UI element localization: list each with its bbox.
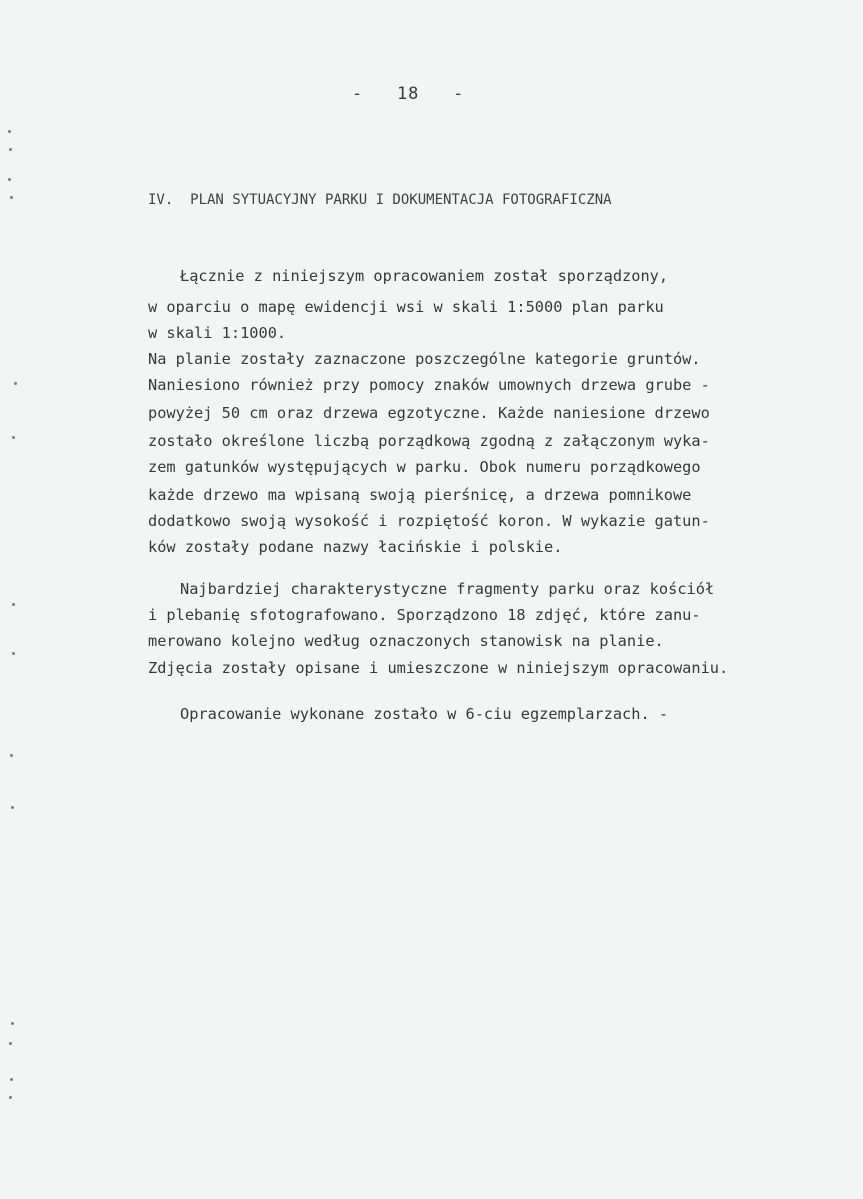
margin-dot	[10, 1078, 13, 1081]
margin-dot	[14, 382, 17, 385]
paragraph-line: ków zostały podane nazwy łacińskie i polskie.	[148, 538, 563, 556]
margin-dot	[8, 178, 11, 181]
margin-dot	[12, 652, 15, 655]
margin-dot	[12, 603, 15, 606]
paragraph-line: zostało określone liczbą porządkową zgodną z załączonym wyka-	[148, 432, 710, 450]
margin-dot	[11, 1022, 14, 1025]
binding-holes	[0, 0, 40, 1199]
page-number: - 18 -	[352, 84, 465, 104]
margin-dot	[9, 1042, 12, 1045]
paragraph-line: Zdjęcia zostały opisane i umieszczone w niniejszym opracowaniu.	[148, 659, 729, 677]
paragraph-line: i plebanię sfotografowano. Sporządzono 18 zdjęć, które zanu-	[148, 606, 701, 624]
paragraph-line: Na planie zostały zaznaczone poszczególne kategorie gruntów.	[148, 350, 701, 368]
paragraph-line: każde drzewo ma wpisaną swoją pierśnicę, a drzewa pomnikowe	[148, 486, 692, 504]
paragraph-line: Łącznie z niniejszym opracowaniem został sporządzony,	[180, 267, 669, 285]
paragraph-line: merowano kolejno według oznaczonych stanowisk na planie.	[148, 632, 664, 650]
section-heading: IV. PLAN SYTUACYJNY PARKU I DOKUMENTACJA FOTOGRAFICZNA	[148, 192, 612, 208]
paragraph-line: w skali 1:1000.	[148, 324, 287, 342]
margin-dot	[8, 130, 11, 133]
margin-dot	[9, 148, 12, 151]
paragraph-line: zem gatunków występujących w parku. Obok numeru porządkowego	[148, 458, 701, 476]
margin-dot	[10, 754, 13, 757]
margin-dot	[11, 806, 14, 809]
paragraph-line: dodatkowo swoją wysokość i rozpiętość koron. W wykazie gatun-	[148, 512, 710, 530]
margin-dot	[9, 1096, 12, 1099]
margin-dot	[12, 436, 15, 439]
paragraph-line: powyżej 50 cm oraz drzewa egzotyczne. Każde naniesione drzewo	[148, 404, 710, 422]
paragraph-line: Najbardziej charakterystyczne fragmenty parku oraz kościół	[180, 580, 715, 598]
margin-dot	[10, 196, 13, 199]
paragraph-line: w oparciu o mapę ewidencji wsi w skali 1:5000 plan parku	[148, 298, 664, 316]
paragraph-line: Naniesiono również przy pomocy znaków umownych drzewa grube -	[148, 376, 710, 394]
closing-line: Opracowanie wykonane zostało w 6-ciu egzemplarzach. -	[180, 705, 669, 723]
